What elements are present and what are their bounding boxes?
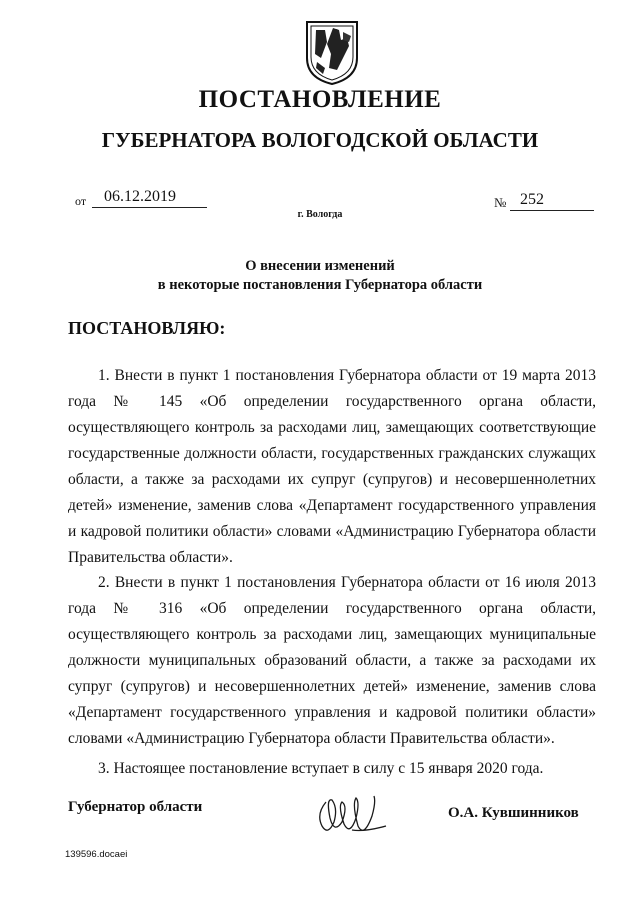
document-subtitle: ГУБЕРНАТОРА ВОЛОГОДСКОЙ ОБЛАСТИ — [101, 128, 539, 152]
document-date: 06.12.2019 — [92, 187, 207, 208]
number-prefix: № — [494, 195, 507, 210]
vologda-coat-of-arms-icon — [303, 18, 361, 86]
subject-line-1: О внесении изменений — [245, 258, 395, 274]
paragraph-3: 3. Настоящее постановление вступает в силу с 15 января 2020 года. — [98, 760, 544, 777]
decree-heading: ПОСТАНОВЛЯЮ: — [68, 318, 226, 338]
issue-city: г. Вологда — [297, 209, 343, 220]
handwritten-signature-icon — [312, 792, 394, 838]
paragraph-2: 2. Внести в пункт 1 постановления Губернатора области от 16 июля 2013 года № 316 «Об определении государственного органа области, осуществляющего контроль за расходами лиц, замещающих муниципальные должности муниципальных образований области, а также за расходами их супруг (супругов) и несовершеннолетних детей» изменение, заменив слова «Департамент государственного управления и кадровой политики области» словами «Администрацию Губернатора области Правительства области». — [68, 574, 596, 747]
signatory-position: Губернатор области — [68, 799, 203, 815]
paragraph-1: 1. Внести в пункт 1 постановления Губернатора области от 19 марта 2013 года № 145 «Об определении государственного органа области, осуществляющего контроль за расходами лиц, замещающих соответствующие государственные должности области, государственных гражданских служащих области, а также за расходами их супруг (супругов) и несовершеннолетних детей» изменение, заменив слова «Департамент государственного управления и кадровой политики области» словами «Администрацию Губернатора области Правительства области». — [68, 367, 596, 566]
signatory-name: О.А. Кувшинников — [448, 805, 579, 821]
subject-line-2: в некоторые постановления Губернатора области — [157, 277, 483, 293]
document-number: 252 — [510, 190, 594, 211]
document-title: ПОСТАНОВЛЕНИЕ — [198, 86, 442, 113]
document-reference: 139596.docaei — [65, 849, 128, 860]
date-prefix: от — [75, 194, 87, 208]
